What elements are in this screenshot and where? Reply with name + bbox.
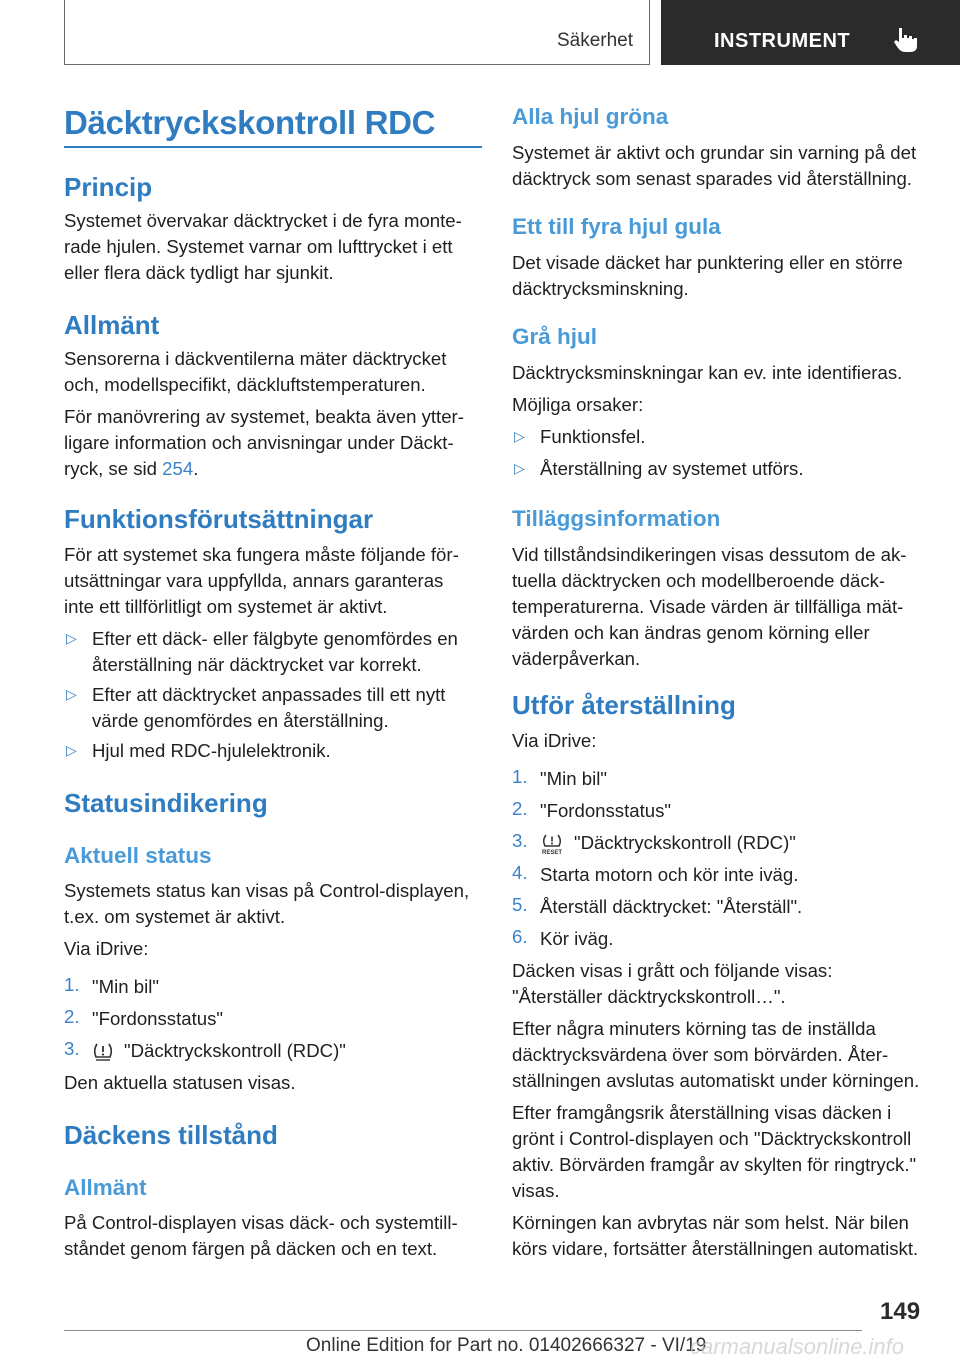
status-step-1: "Min bil" <box>92 976 159 997</box>
reset-p2-line-2: däcktrycksvärdena över som börvärden. Åter- <box>512 1044 889 1065</box>
step-number: 2. <box>64 1006 80 1027</box>
step-number: 2. <box>512 798 528 819</box>
footer-rule <box>64 1330 862 1331</box>
step-number: 4. <box>512 862 528 883</box>
funktion-line-1: För att systemet ska fungera måste följande för- <box>64 544 459 565</box>
reset-step-4: Starta motorn och kör inte iväg. <box>540 864 799 885</box>
tire-pressure-warning-icon <box>92 1042 114 1062</box>
till-line-1: Vid tillståndsindikeringen visas dessutom de ak- <box>512 544 907 565</box>
step-number: 3. <box>512 830 528 851</box>
pointing-hand-icon <box>893 26 919 54</box>
triangle-bullet-icon: ▷ <box>514 428 525 444</box>
reset-p3-line-4: visas. <box>512 1180 560 1201</box>
reset-p1-line-1: Däcken visas i grått och följande visas: <box>512 960 833 981</box>
reset-p3-line-1: Efter framgångsrik återställning visas däcken i <box>512 1102 892 1123</box>
reset-p4-line-1: Körningen kan avbrytas när som helst. När bilen <box>512 1212 909 1233</box>
reset-via: Via iDrive: <box>512 730 597 751</box>
triangle-bullet-icon: ▷ <box>514 460 525 476</box>
reset-step-1: "Min bil" <box>540 768 607 789</box>
heading-gula: Ett till fyra hjul gula <box>512 214 721 239</box>
gra-bullet-2: Återställning av systemet utförs. <box>540 458 804 479</box>
reset-p2-line-1: Efter några minuters körning tas de inställda <box>512 1018 876 1039</box>
bullet-1-line-2: återställning när däcktrycket var korrekt. <box>92 654 422 675</box>
heading-tillstand: Däckens tillstånd <box>64 1120 278 1150</box>
gula-line-2: däcktrycksminskning. <box>512 278 689 299</box>
gra-bullet-1: Funktionsfel. <box>540 426 646 447</box>
bullet-2-line-1: Efter att däcktrycket anpassades till ett nytt <box>92 684 446 705</box>
status-step-3-label: "Däcktryckskontroll (RDC)" <box>124 1040 346 1061</box>
gra-orsaker: Möjliga orsaker: <box>512 394 644 415</box>
triangle-bullet-icon: ▷ <box>66 686 77 702</box>
tillstand-line-1: På Control-displayen visas däck- och systemtill- <box>64 1212 458 1233</box>
status-after: Den aktuella statusen visas. <box>64 1072 296 1093</box>
allmant-p1-line-1: Sensorerna i däckventilerna mäter däcktrycket <box>64 348 447 369</box>
reset-step-3 <box>540 830 796 855</box>
footer-edition: Online Edition for Part no. 01402666327 - VI/19 <box>306 1335 707 1356</box>
allmant-p2-line-1: För manövrering av systemet, beakta även ytter- <box>64 406 464 427</box>
tire-pressure-reset-icon <box>540 833 564 855</box>
heading-status: Statusindikering <box>64 788 268 818</box>
status-step-2: "Fordonsstatus" <box>92 1008 224 1029</box>
header-chapter-tab <box>661 0 960 65</box>
funktion-line-3: inte ett tillförlitligt om systemet är aktivt. <box>64 596 388 617</box>
header-section-tab <box>64 0 650 65</box>
step-number: 1. <box>64 974 80 995</box>
status-via: Via iDrive: <box>64 938 149 959</box>
header-section-label: Säkerhet <box>556 30 633 51</box>
triangle-bullet-icon: ▷ <box>66 742 77 758</box>
title-rule <box>64 146 482 148</box>
heading-tillstand-allmant: Allmänt <box>64 1175 147 1200</box>
heading-reset: Utför återställning <box>512 690 736 720</box>
step-number: 1. <box>512 766 528 787</box>
heading-allmant: Allmänt <box>64 310 160 340</box>
funktion-line-2: utsättningar vara uppfyllda, annars garanteras <box>64 570 444 591</box>
reset-step-2: "Fordonsstatus" <box>540 800 672 821</box>
step-number: 3. <box>64 1038 80 1059</box>
gron-line-1: Systemet är aktivt och grundar sin varning på det <box>512 142 917 163</box>
step-number: 6. <box>512 926 528 947</box>
watermark: carmanualsonline.info <box>690 1334 905 1359</box>
till-line-2: tuella däcktrycken och modellberoende däck- <box>512 570 886 591</box>
status-line-2: t.ex. om systemet är aktivt. <box>64 906 286 927</box>
heading-tillagg: Tilläggsinformation <box>512 506 721 531</box>
till-line-3: temperaturerna. Visade värden är tillfälliga mät- <box>512 596 904 617</box>
page-number: 149 <box>880 1298 921 1325</box>
page-title: Däcktryckskontroll RDC <box>64 104 436 141</box>
header-chapter-label: INSTRUMENT <box>714 30 851 52</box>
allmant-p2-line-2: ligare information och anvisningar under Däckt- <box>64 432 454 453</box>
allmant-p2-prefix: ryck, se sid <box>64 458 163 479</box>
gron-line-2: däcktryck som senast sparades vid återställning. <box>512 168 912 189</box>
reset-p3-line-3: aktiv. Börvärden framgår av skylten för ringtryck." <box>512 1154 917 1175</box>
page-link-254[interactable]: 254 <box>162 458 194 479</box>
princip-line-3: eller flera däck tydligt har sjunkit. <box>64 262 334 283</box>
reset-p1-line-2: "Återställer däcktryckskontroll…". <box>512 986 786 1007</box>
bullet-3-line-1: Hjul med RDC-hjulelektronik. <box>92 740 331 761</box>
reset-step-6: Kör iväg. <box>540 928 614 949</box>
gula-line-1: Det visade däcket har punktering eller en större <box>512 252 903 273</box>
heading-princip: Princip <box>64 172 153 202</box>
reset-p3-line-2: grönt i Control-displayen och "Däcktryckskontroll <box>512 1128 912 1149</box>
princip-line-1: Systemet övervakar däcktrycket i de fyra monte- <box>64 210 462 231</box>
allmant-p2-line-3 <box>64 456 198 481</box>
gra-line: Däcktrycksminskningar kan ev. inte identifieras. <box>512 362 903 383</box>
heading-gron: Alla hjul gröna <box>512 104 669 129</box>
princip-line-2: rade hjulen. Systemet varnar om lufttrycket i ett <box>64 236 453 257</box>
till-line-5: väderpåverkan. <box>512 648 641 669</box>
status-line-1: Systemets status kan visas på Control-displayen, <box>64 880 470 901</box>
triangle-bullet-icon: ▷ <box>66 630 77 646</box>
allmant-p1-line-2: och, modellspecifikt, däckluftstemperaturen. <box>64 374 426 395</box>
heading-funktion: Funktionsförutsättningar <box>64 504 374 534</box>
step-number: 5. <box>512 894 528 915</box>
heading-gra: Grå hjul <box>512 324 598 349</box>
reset-step-5: Återställ däcktrycket: "Återställ". <box>540 896 803 917</box>
bullet-2-line-2: värde genomfördes en återställning. <box>92 710 389 731</box>
bullet-1-line-1: Efter ett däck- eller fälgbyte genomfördes en <box>92 628 458 649</box>
heading-aktuell-status: Aktuell status <box>64 843 212 868</box>
status-step-3 <box>92 1038 346 1063</box>
allmant-p2-suffix: . <box>193 458 199 479</box>
reset-step-3-label: "Däcktryckskontroll (RDC)" <box>574 832 796 853</box>
tillstand-line-2: ståndet genom färgen på däcken och en text. <box>64 1238 438 1259</box>
reset-p4-line-2: körs vidare, fortsätter återställningen automatiskt. <box>512 1238 919 1259</box>
reset-p2-line-3: ställningen avslutas automatiskt under körningen. <box>512 1070 920 1091</box>
reset-icon-text: RESET <box>541 850 563 856</box>
till-line-4: värden och kan ändras genom körning eller <box>512 622 870 643</box>
